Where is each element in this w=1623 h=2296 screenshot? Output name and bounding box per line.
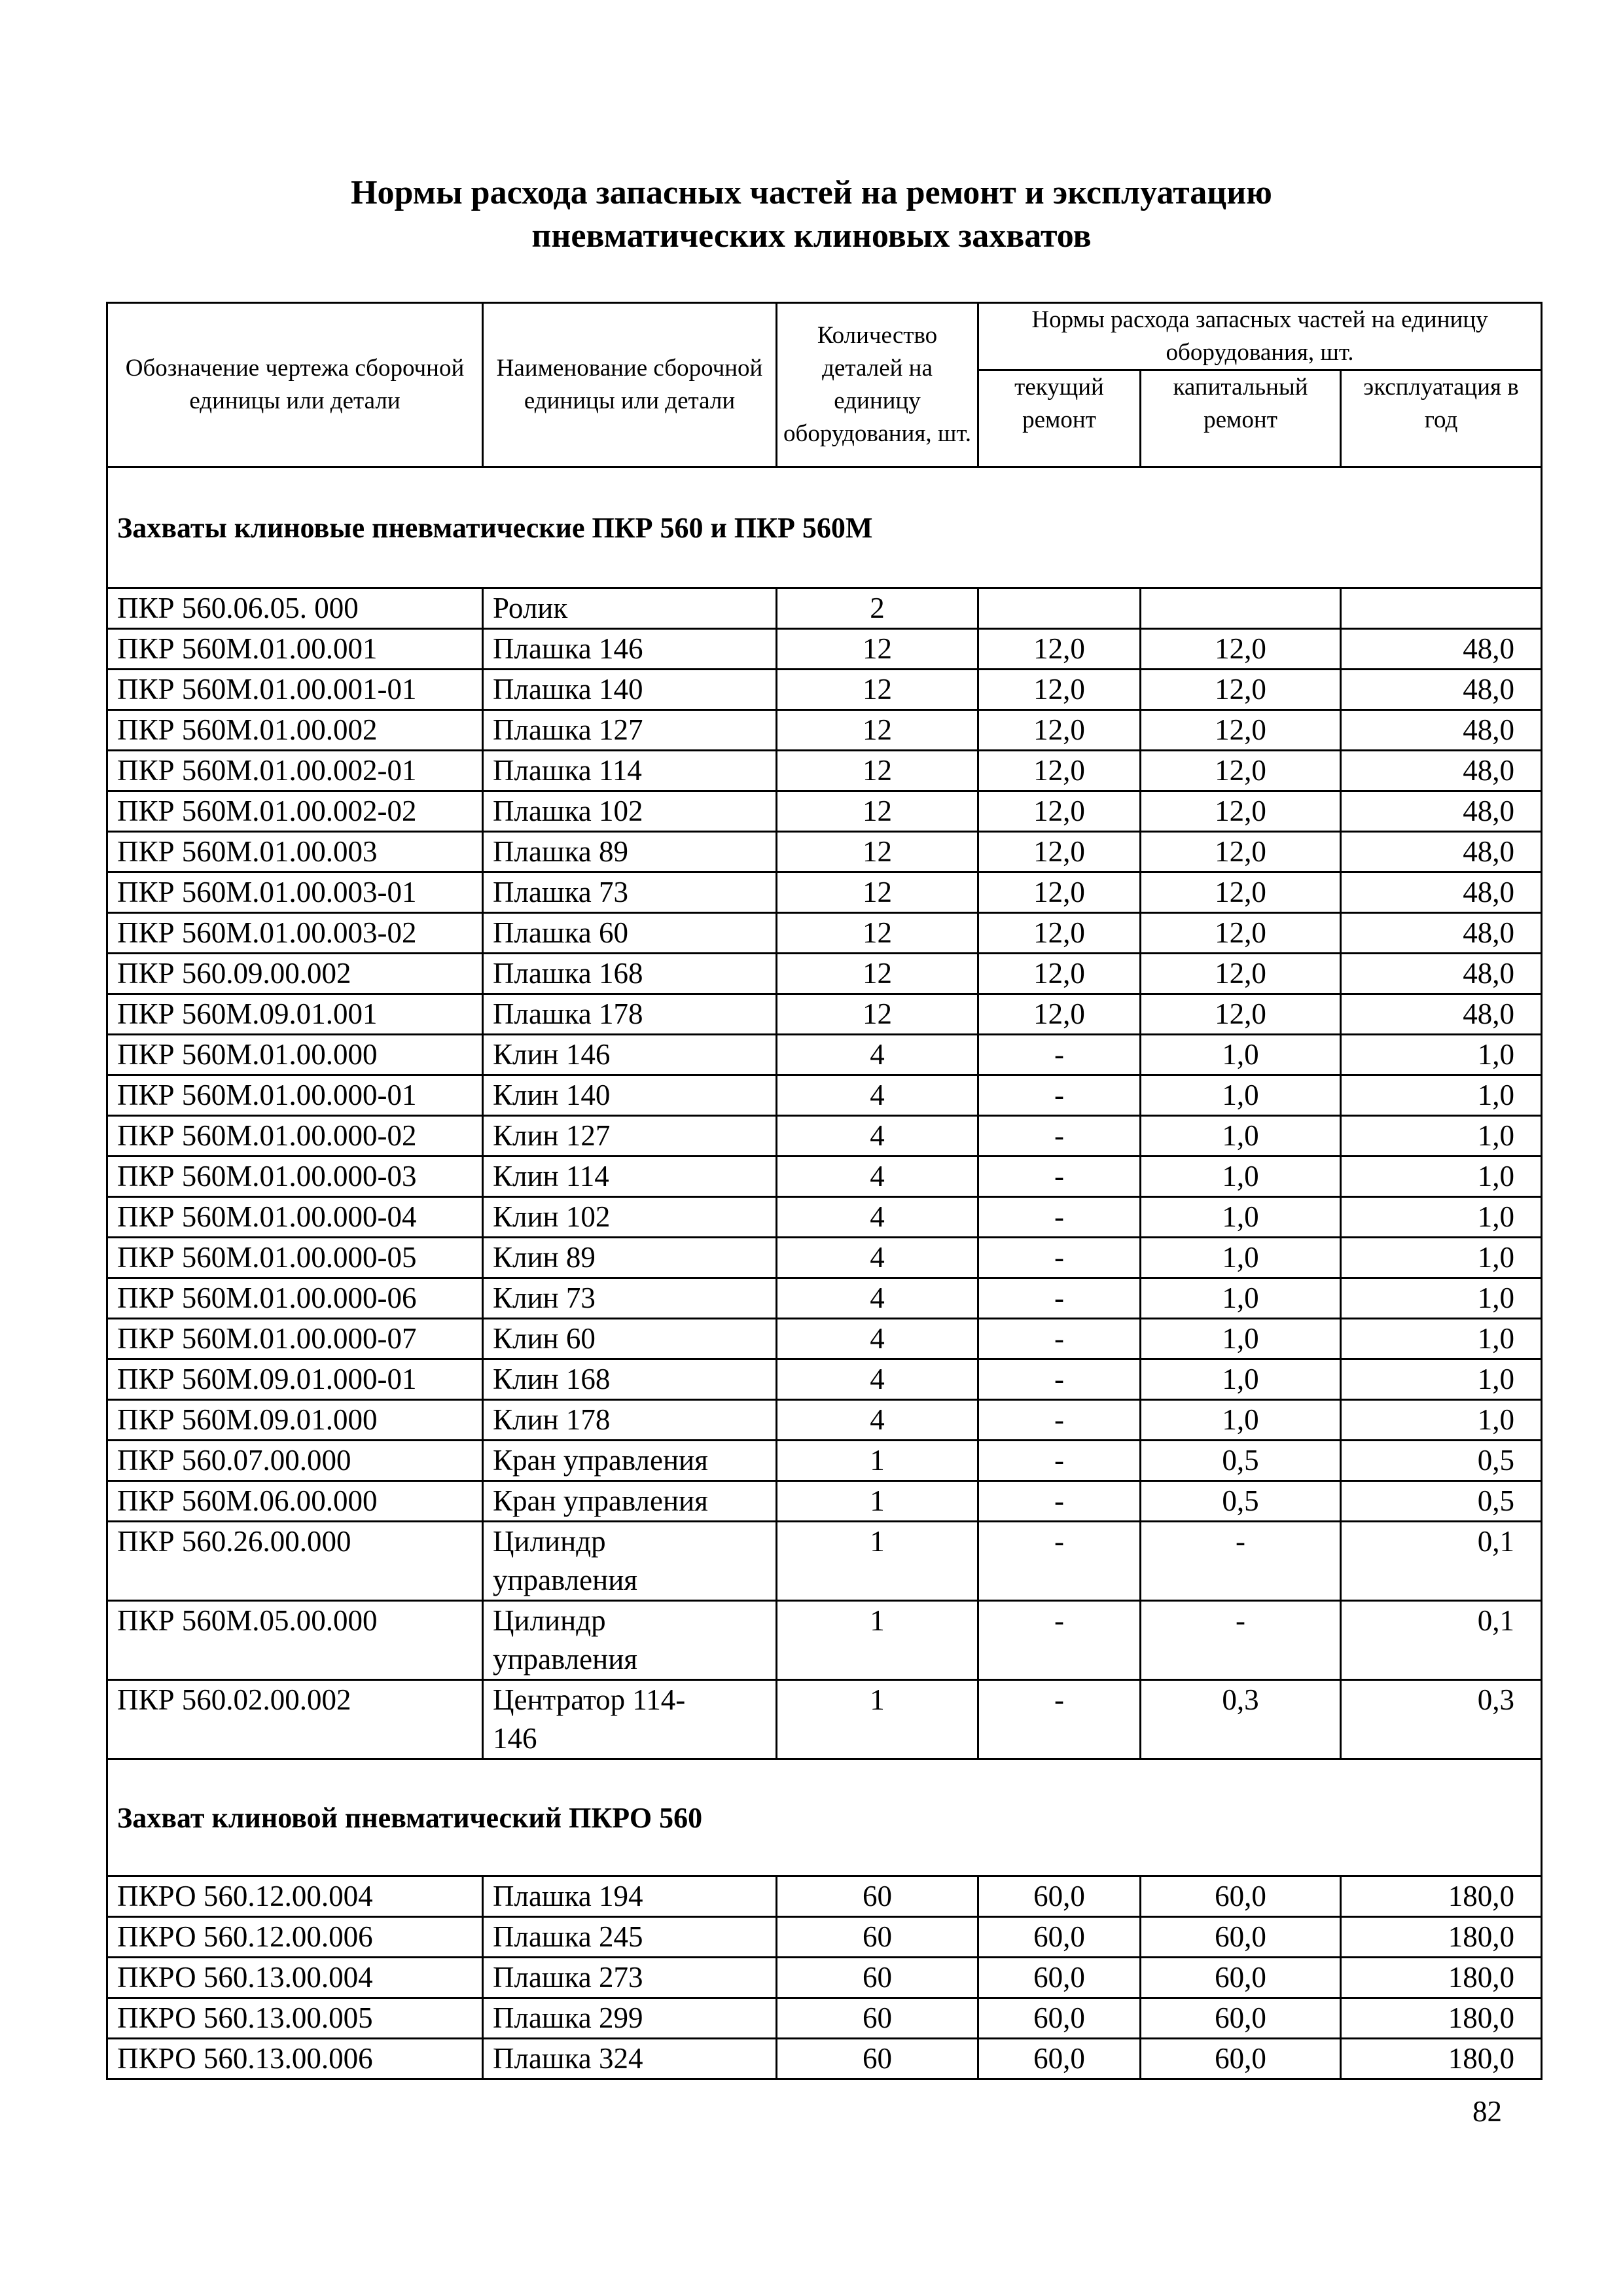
cell-quantity: 2 — [777, 588, 978, 629]
cell-operation: 1,0 — [1341, 1319, 1542, 1359]
cell-designation: ПКР 560.06.05. 000 — [107, 588, 483, 629]
cell-name: Клин 114 — [483, 1157, 777, 1197]
table-row — [107, 670, 1542, 710]
cell-capital-repair: 12,0 — [1141, 832, 1341, 872]
cell-operation: 48,0 — [1341, 832, 1542, 872]
cell-name: Плашка 73 — [483, 872, 777, 913]
table-row — [107, 1035, 1542, 1075]
table-row — [107, 1359, 1542, 1400]
cell-current-repair: 60,0 — [978, 1998, 1141, 2039]
cell-current-repair: 12,0 — [978, 872, 1141, 913]
cell-quantity: 12 — [777, 710, 978, 751]
table-row — [107, 913, 1542, 954]
cell-quantity: 4 — [777, 1238, 978, 1278]
table-row — [107, 751, 1542, 791]
cell-operation: 1,0 — [1341, 1197, 1542, 1238]
cell-name: Плашка 299 — [483, 1998, 777, 2039]
cell-designation: ПКР 560М.05.00.000 — [107, 1601, 483, 1680]
cell-name: Цилиндр управления — [483, 1601, 777, 1680]
cell-operation: 0,3 — [1341, 1680, 1542, 1759]
cell-current-repair: 12,0 — [978, 670, 1141, 710]
cell-quantity: 60 — [777, 2039, 978, 2079]
cell-operation: 1,0 — [1341, 1116, 1542, 1157]
header-current-repair: текущий ремонт — [978, 370, 1141, 467]
table-row — [107, 1680, 1542, 1759]
header-designation: Обозначение чертежа сборочной единицы или детали — [107, 303, 483, 467]
cell-capital-repair: 0,5 — [1141, 1481, 1341, 1522]
cell-capital-repair: 1,0 — [1141, 1116, 1341, 1157]
cell-quantity: 60 — [777, 1876, 978, 1917]
cell-operation: 0,5 — [1341, 1441, 1542, 1481]
table-row — [107, 832, 1542, 872]
cell-designation: ПКР 560М.01.00.003 — [107, 832, 483, 872]
cell-designation: ПКР 560М.01.00.000-01 — [107, 1075, 483, 1116]
cell-capital-repair: 12,0 — [1141, 629, 1341, 670]
cell-designation: ПКР 560М.01.00.000-07 — [107, 1319, 483, 1359]
cell-current-repair: - — [978, 1319, 1141, 1359]
cell-name: Плашка 146 — [483, 629, 777, 670]
cell-current-repair: 60,0 — [978, 1876, 1141, 1917]
cell-quantity: 1 — [777, 1601, 978, 1680]
cell-quantity: 1 — [777, 1522, 978, 1601]
cell-name: Плашка 60 — [483, 913, 777, 954]
cell-quantity: 4 — [777, 1035, 978, 1075]
table-row — [107, 791, 1542, 832]
table-row — [107, 1075, 1542, 1116]
table-row — [107, 1197, 1542, 1238]
cell-current-repair: - — [978, 1116, 1141, 1157]
cell-designation: ПКР 560.09.00.002 — [107, 954, 483, 994]
header-norms: Нормы расхода запасных частей на единицу оборудования, шт. — [978, 303, 1542, 370]
cell-current-repair: 12,0 — [978, 832, 1141, 872]
table-row — [107, 1481, 1542, 1522]
cell-name: Плашка 127 — [483, 710, 777, 751]
cell-designation: ПКРО 560.13.00.004 — [107, 1958, 483, 1998]
cell-designation: ПКР 560М.09.01.000 — [107, 1400, 483, 1441]
cell-capital-repair: 1,0 — [1141, 1075, 1341, 1116]
table-row — [107, 1319, 1542, 1359]
section-title: Захваты клиновые пневматические ПКР 560 и ПКР 560М — [107, 467, 1542, 588]
cell-name: Плашка 102 — [483, 791, 777, 832]
cell-capital-repair: 1,0 — [1141, 1278, 1341, 1319]
cell-operation: 48,0 — [1341, 954, 1542, 994]
cell-designation: ПКР 560М.01.00.003-01 — [107, 872, 483, 913]
cell-capital-repair: 1,0 — [1141, 1197, 1341, 1238]
section-header-row — [107, 1759, 1542, 1876]
table-row — [107, 1278, 1542, 1319]
cell-operation: 180,0 — [1341, 1958, 1542, 1998]
cell-designation: ПКР 560.07.00.000 — [107, 1441, 483, 1481]
cell-capital-repair: 1,0 — [1141, 1238, 1341, 1278]
cell-capital-repair: 12,0 — [1141, 710, 1341, 751]
cell-designation: ПКР 560М.01.00.002-01 — [107, 751, 483, 791]
cell-operation: 1,0 — [1341, 1075, 1542, 1116]
cell-operation: 180,0 — [1341, 1876, 1542, 1917]
table-row — [107, 1116, 1542, 1157]
cell-capital-repair: 12,0 — [1141, 872, 1341, 913]
cell-designation: ПКР 560М.01.00.000-06 — [107, 1278, 483, 1319]
cell-name: Плашка 245 — [483, 1917, 777, 1958]
cell-current-repair: 60,0 — [978, 1917, 1141, 1958]
cell-capital-repair: 60,0 — [1141, 1876, 1341, 1917]
cell-quantity: 4 — [777, 1359, 978, 1400]
cell-capital-repair: - — [1141, 1601, 1341, 1680]
cell-quantity: 4 — [777, 1157, 978, 1197]
cell-current-repair: - — [978, 1601, 1141, 1680]
table-row — [107, 2039, 1542, 2079]
cell-operation: 48,0 — [1341, 751, 1542, 791]
cell-designation: ПКР 560М.01.00.000-02 — [107, 1116, 483, 1157]
cell-operation: 1,0 — [1341, 1035, 1542, 1075]
cell-current-repair: - — [978, 1197, 1141, 1238]
header-operation: эксплуатация в год — [1341, 370, 1542, 467]
cell-operation: 0,1 — [1341, 1601, 1542, 1680]
cell-capital-repair: 12,0 — [1141, 913, 1341, 954]
table-row — [107, 954, 1542, 994]
cell-quantity: 12 — [777, 832, 978, 872]
spare-parts-table — [106, 302, 1543, 2080]
cell-name: Плашка 324 — [483, 2039, 777, 2079]
cell-name: Клин 140 — [483, 1075, 777, 1116]
cell-quantity: 4 — [777, 1400, 978, 1441]
cell-name: Клин 60 — [483, 1319, 777, 1359]
title-line-2: пневматических клиновых захватов — [531, 217, 1092, 255]
cell-name: Клин 73 — [483, 1278, 777, 1319]
cell-operation: 48,0 — [1341, 872, 1542, 913]
section-header-row — [107, 467, 1542, 588]
cell-current-repair: - — [978, 1680, 1141, 1759]
cell-operation: 48,0 — [1341, 791, 1542, 832]
cell-designation: ПКР 560М.06.00.000 — [107, 1481, 483, 1522]
cell-quantity: 1 — [777, 1680, 978, 1759]
cell-operation — [1341, 588, 1542, 629]
cell-quantity: 12 — [777, 913, 978, 954]
cell-quantity: 12 — [777, 751, 978, 791]
cell-name: Клин 168 — [483, 1359, 777, 1400]
cell-name: Плашка 114 — [483, 751, 777, 791]
cell-current-repair: - — [978, 1238, 1141, 1278]
cell-quantity: 12 — [777, 954, 978, 994]
table-row — [107, 1522, 1542, 1601]
cell-quantity: 12 — [777, 629, 978, 670]
cell-current-repair: - — [978, 1035, 1141, 1075]
table-row — [107, 710, 1542, 751]
cell-capital-repair: 0,5 — [1141, 1441, 1341, 1481]
table-row — [107, 1238, 1542, 1278]
cell-designation: ПКРО 560.12.00.004 — [107, 1876, 483, 1917]
cell-current-repair: 60,0 — [978, 2039, 1141, 2079]
cell-designation: ПКР 560М.01.00.000-03 — [107, 1157, 483, 1197]
title-line-1: Нормы расхода запасных частей на ремонт и эксплуатацию — [351, 174, 1272, 211]
cell-name: Центратор 114-146 — [483, 1680, 777, 1759]
cell-operation: 1,0 — [1341, 1238, 1542, 1278]
table-row — [107, 872, 1542, 913]
cell-current-repair: 60,0 — [978, 1958, 1141, 1998]
cell-capital-repair — [1141, 588, 1341, 629]
cell-name: Кран управления — [483, 1441, 777, 1481]
cell-current-repair: - — [978, 1522, 1141, 1601]
cell-current-repair: - — [978, 1278, 1141, 1319]
cell-capital-repair: 1,0 — [1141, 1035, 1341, 1075]
table-row — [107, 1157, 1542, 1197]
cell-quantity: 4 — [777, 1319, 978, 1359]
cell-capital-repair: 1,0 — [1141, 1359, 1341, 1400]
cell-current-repair: 12,0 — [978, 913, 1141, 954]
table-row — [107, 1400, 1542, 1441]
cell-name: Плашка 168 — [483, 954, 777, 994]
cell-current-repair: - — [978, 1400, 1141, 1441]
cell-quantity: 4 — [777, 1197, 978, 1238]
cell-designation: ПКРО 560.13.00.005 — [107, 1998, 483, 2039]
cell-name: Клин 127 — [483, 1116, 777, 1157]
cell-capital-repair: 0,3 — [1141, 1680, 1341, 1759]
cell-operation: 1,0 — [1341, 1278, 1542, 1319]
cell-quantity: 1 — [777, 1441, 978, 1481]
cell-designation: ПКР 560М.01.00.000 — [107, 1035, 483, 1075]
cell-capital-repair: 12,0 — [1141, 994, 1341, 1035]
cell-quantity: 4 — [777, 1075, 978, 1116]
cell-name: Клин 178 — [483, 1400, 777, 1441]
cell-name: Цилиндр управления — [483, 1522, 777, 1601]
cell-name: Клин 146 — [483, 1035, 777, 1075]
cell-designation: ПКР 560.26.00.000 — [107, 1522, 483, 1601]
table-row — [107, 1441, 1542, 1481]
page-number: 82 — [1472, 2095, 1502, 2128]
cell-current-repair: 12,0 — [978, 954, 1141, 994]
cell-operation: 48,0 — [1341, 710, 1542, 751]
header-name: Наименование сборочной единицы или детали — [483, 303, 777, 467]
cell-quantity: 12 — [777, 872, 978, 913]
cell-designation: ПКР 560М.09.01.001 — [107, 994, 483, 1035]
cell-operation: 180,0 — [1341, 2039, 1542, 2079]
table-row — [107, 1876, 1542, 1917]
cell-name: Плашка 273 — [483, 1958, 777, 1998]
cell-capital-repair: 12,0 — [1141, 954, 1341, 994]
cell-operation: 180,0 — [1341, 1998, 1542, 2039]
cell-quantity: 60 — [777, 1958, 978, 1998]
header-capital-repair: капитальный ремонт — [1141, 370, 1341, 467]
cell-designation: ПКР 560М.01.00.000-04 — [107, 1197, 483, 1238]
cell-designation: ПКР 560М.01.00.001 — [107, 629, 483, 670]
cell-designation: ПКР 560М.09.01.000-01 — [107, 1359, 483, 1400]
cell-current-repair: - — [978, 1075, 1141, 1116]
cell-current-repair: - — [978, 1481, 1141, 1522]
cell-designation: ПКРО 560.13.00.006 — [107, 2039, 483, 2079]
cell-operation: 0,5 — [1341, 1481, 1542, 1522]
page-title — [0, 171, 1623, 258]
table-row — [107, 588, 1542, 629]
cell-quantity: 12 — [777, 791, 978, 832]
cell-name: Плашка 178 — [483, 994, 777, 1035]
cell-designation: ПКР 560.02.00.002 — [107, 1680, 483, 1759]
cell-designation: ПКР 560М.01.00.002-02 — [107, 791, 483, 832]
cell-operation: 48,0 — [1341, 913, 1542, 954]
table-row — [107, 994, 1542, 1035]
cell-current-repair: 12,0 — [978, 791, 1141, 832]
table-row — [107, 1917, 1542, 1958]
cell-name: Клин 102 — [483, 1197, 777, 1238]
table-row — [107, 629, 1542, 670]
cell-designation: ПКР 560М.01.00.003-02 — [107, 913, 483, 954]
cell-quantity: 4 — [777, 1278, 978, 1319]
cell-name: Кран управления — [483, 1481, 777, 1522]
cell-operation: 48,0 — [1341, 994, 1542, 1035]
cell-current-repair: 12,0 — [978, 751, 1141, 791]
cell-quantity: 60 — [777, 1998, 978, 2039]
cell-designation: ПКРО 560.12.00.006 — [107, 1917, 483, 1958]
cell-operation: 48,0 — [1341, 670, 1542, 710]
cell-current-repair — [978, 588, 1141, 629]
cell-quantity: 60 — [777, 1917, 978, 1958]
cell-capital-repair: 60,0 — [1141, 1917, 1341, 1958]
section-title: Захват клиновой пневматический ПКРО 560 — [107, 1759, 1542, 1876]
cell-current-repair: - — [978, 1359, 1141, 1400]
table-row — [107, 1998, 1542, 2039]
cell-quantity: 1 — [777, 1481, 978, 1522]
table-row — [107, 1601, 1542, 1680]
cell-capital-repair: 12,0 — [1141, 670, 1341, 710]
cell-operation: 1,0 — [1341, 1400, 1542, 1441]
cell-capital-repair: 60,0 — [1141, 1998, 1341, 2039]
cell-capital-repair: 1,0 — [1141, 1400, 1341, 1441]
cell-operation: 0,1 — [1341, 1522, 1542, 1601]
header-quantity: Количество деталей на единицу оборудования, шт. — [777, 303, 978, 467]
cell-current-repair: - — [978, 1157, 1141, 1197]
cell-quantity: 12 — [777, 994, 978, 1035]
cell-capital-repair: - — [1141, 1522, 1341, 1601]
cell-capital-repair: 12,0 — [1141, 791, 1341, 832]
cell-capital-repair: 60,0 — [1141, 2039, 1341, 2079]
cell-current-repair: - — [978, 1441, 1141, 1481]
cell-capital-repair: 1,0 — [1141, 1319, 1341, 1359]
cell-name: Плашка 140 — [483, 670, 777, 710]
cell-capital-repair: 12,0 — [1141, 751, 1341, 791]
cell-operation: 1,0 — [1341, 1359, 1542, 1400]
cell-name: Клин 89 — [483, 1238, 777, 1278]
cell-name: Плашка 194 — [483, 1876, 777, 1917]
cell-current-repair: 12,0 — [978, 994, 1141, 1035]
cell-designation: ПКР 560М.01.00.002 — [107, 710, 483, 751]
cell-quantity: 12 — [777, 670, 978, 710]
table-row — [107, 1958, 1542, 1998]
cell-designation: ПКР 560М.01.00.001-01 — [107, 670, 483, 710]
cell-operation: 48,0 — [1341, 629, 1542, 670]
cell-capital-repair: 1,0 — [1141, 1157, 1341, 1197]
cell-operation: 1,0 — [1341, 1157, 1542, 1197]
cell-quantity: 4 — [777, 1116, 978, 1157]
cell-current-repair: 12,0 — [978, 629, 1141, 670]
cell-capital-repair: 60,0 — [1141, 1958, 1341, 1998]
cell-current-repair: 12,0 — [978, 710, 1141, 751]
cell-name: Плашка 89 — [483, 832, 777, 872]
cell-name: Ролик — [483, 588, 777, 629]
cell-operation: 180,0 — [1341, 1917, 1542, 1958]
cell-designation: ПКР 560М.01.00.000-05 — [107, 1238, 483, 1278]
